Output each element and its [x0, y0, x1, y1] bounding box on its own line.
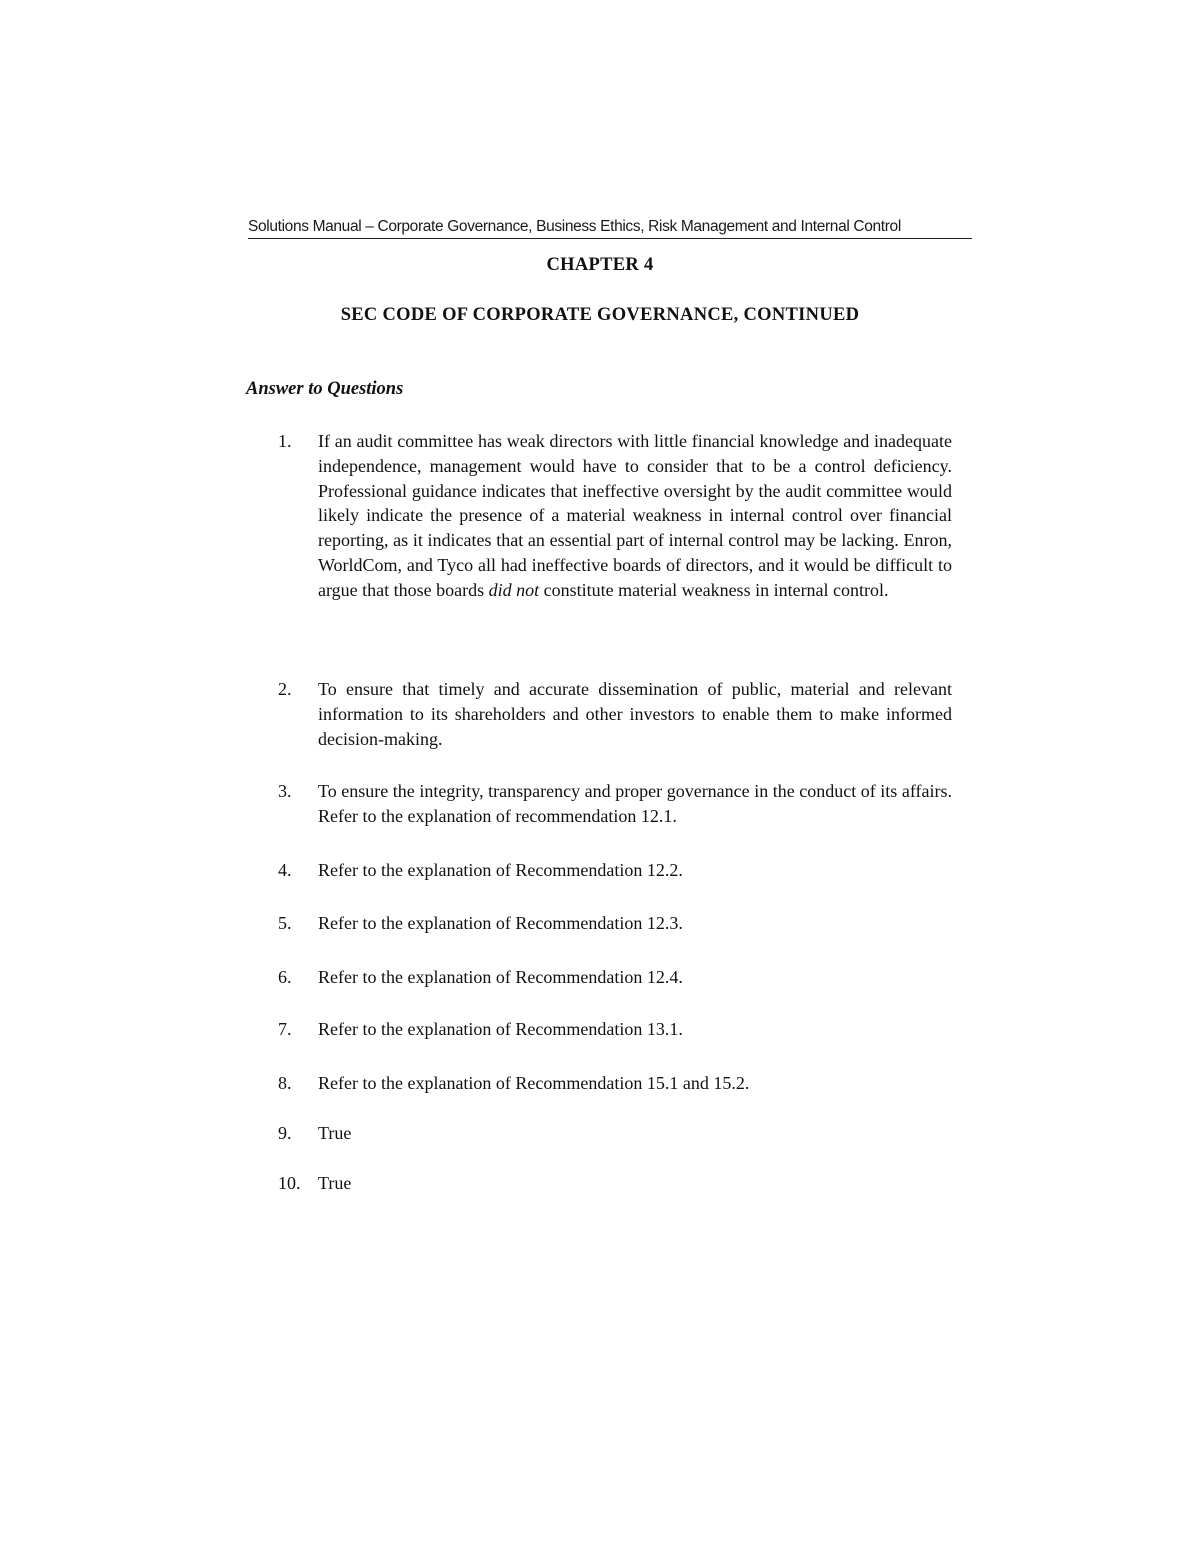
answer-text-part: If an audit committee has weak directors with little financial knowledge and inadequate independence, management would have to consider that to be a control deficiency. Professional guidance indicates that ineffective oversight by the audit committee would likely indicate the presence of a material weakness in internal control over financial reporting, as it indicates that an essential part of internal control may be lacking. Enron, WorldCom, and Tyco all had ineffective boards of directors, and it would be difficult to argue that those boards: [318, 431, 952, 600]
answer-item: [278, 1171, 952, 1196]
answer-item: [278, 1071, 952, 1096]
chapter-title: CHAPTER 4: [546, 255, 654, 275]
answer-text: To ensure that timely and accurate dissemination of public, material and relevant information to its shareholders and other investors to enable them to make informed decision-making.: [318, 679, 952, 749]
answer-item: [278, 779, 952, 829]
answer-item: [278, 911, 952, 936]
answer-item: [278, 429, 952, 603]
answer-number: 9.: [278, 1123, 292, 1143]
chapter-subtitle: SEC CODE OF CORPORATE GOVERNANCE, CONTINUED: [340, 305, 860, 325]
answer-item: [278, 1121, 952, 1146]
answer-text: Refer to the explanation of Recommendation 15.1 and 15.2.: [318, 1073, 750, 1093]
answer-text: Refer to the explanation of Recommendation 12.2.: [318, 860, 683, 880]
answer-number: 1.: [278, 431, 292, 451]
answer-number: 3.: [278, 781, 292, 801]
answer-text: [318, 429, 952, 603]
answer-emphasis: did not: [488, 579, 540, 600]
answer-text: True: [318, 1123, 352, 1143]
answer-item: [278, 1017, 952, 1042]
answer-text: To ensure the integrity, transparency and proper governance in the conduct of its affairs. Refer to the explanation of recommendation 12.1.: [318, 781, 952, 826]
answer-number: 6.: [278, 967, 292, 987]
answer-text-part: constitute material weakness in internal control.: [539, 579, 889, 600]
answer-text: Refer to the explanation of Recommendation 12.3.: [318, 913, 683, 933]
section-heading: Answer to Questions: [246, 379, 404, 399]
answer-number: 8.: [278, 1073, 292, 1093]
answer-item: [278, 677, 952, 751]
answer-item: [278, 858, 952, 883]
answer-number: 5.: [278, 913, 292, 933]
answer-item: [278, 965, 952, 990]
answer-number: 7.: [278, 1019, 292, 1039]
answer-number: 2.: [278, 679, 292, 699]
answer-text: Refer to the explanation of Recommendation 12.4.: [318, 967, 683, 987]
answer-text: Refer to the explanation of Recommendation 13.1.: [318, 1019, 683, 1039]
running-header: Solutions Manual – Corporate Governance, Business Ethics, Risk Management and Internal Control: [248, 218, 972, 239]
answer-number: 4.: [278, 860, 292, 880]
answer-text: True: [318, 1173, 352, 1193]
answer-number: 10.: [278, 1173, 301, 1193]
